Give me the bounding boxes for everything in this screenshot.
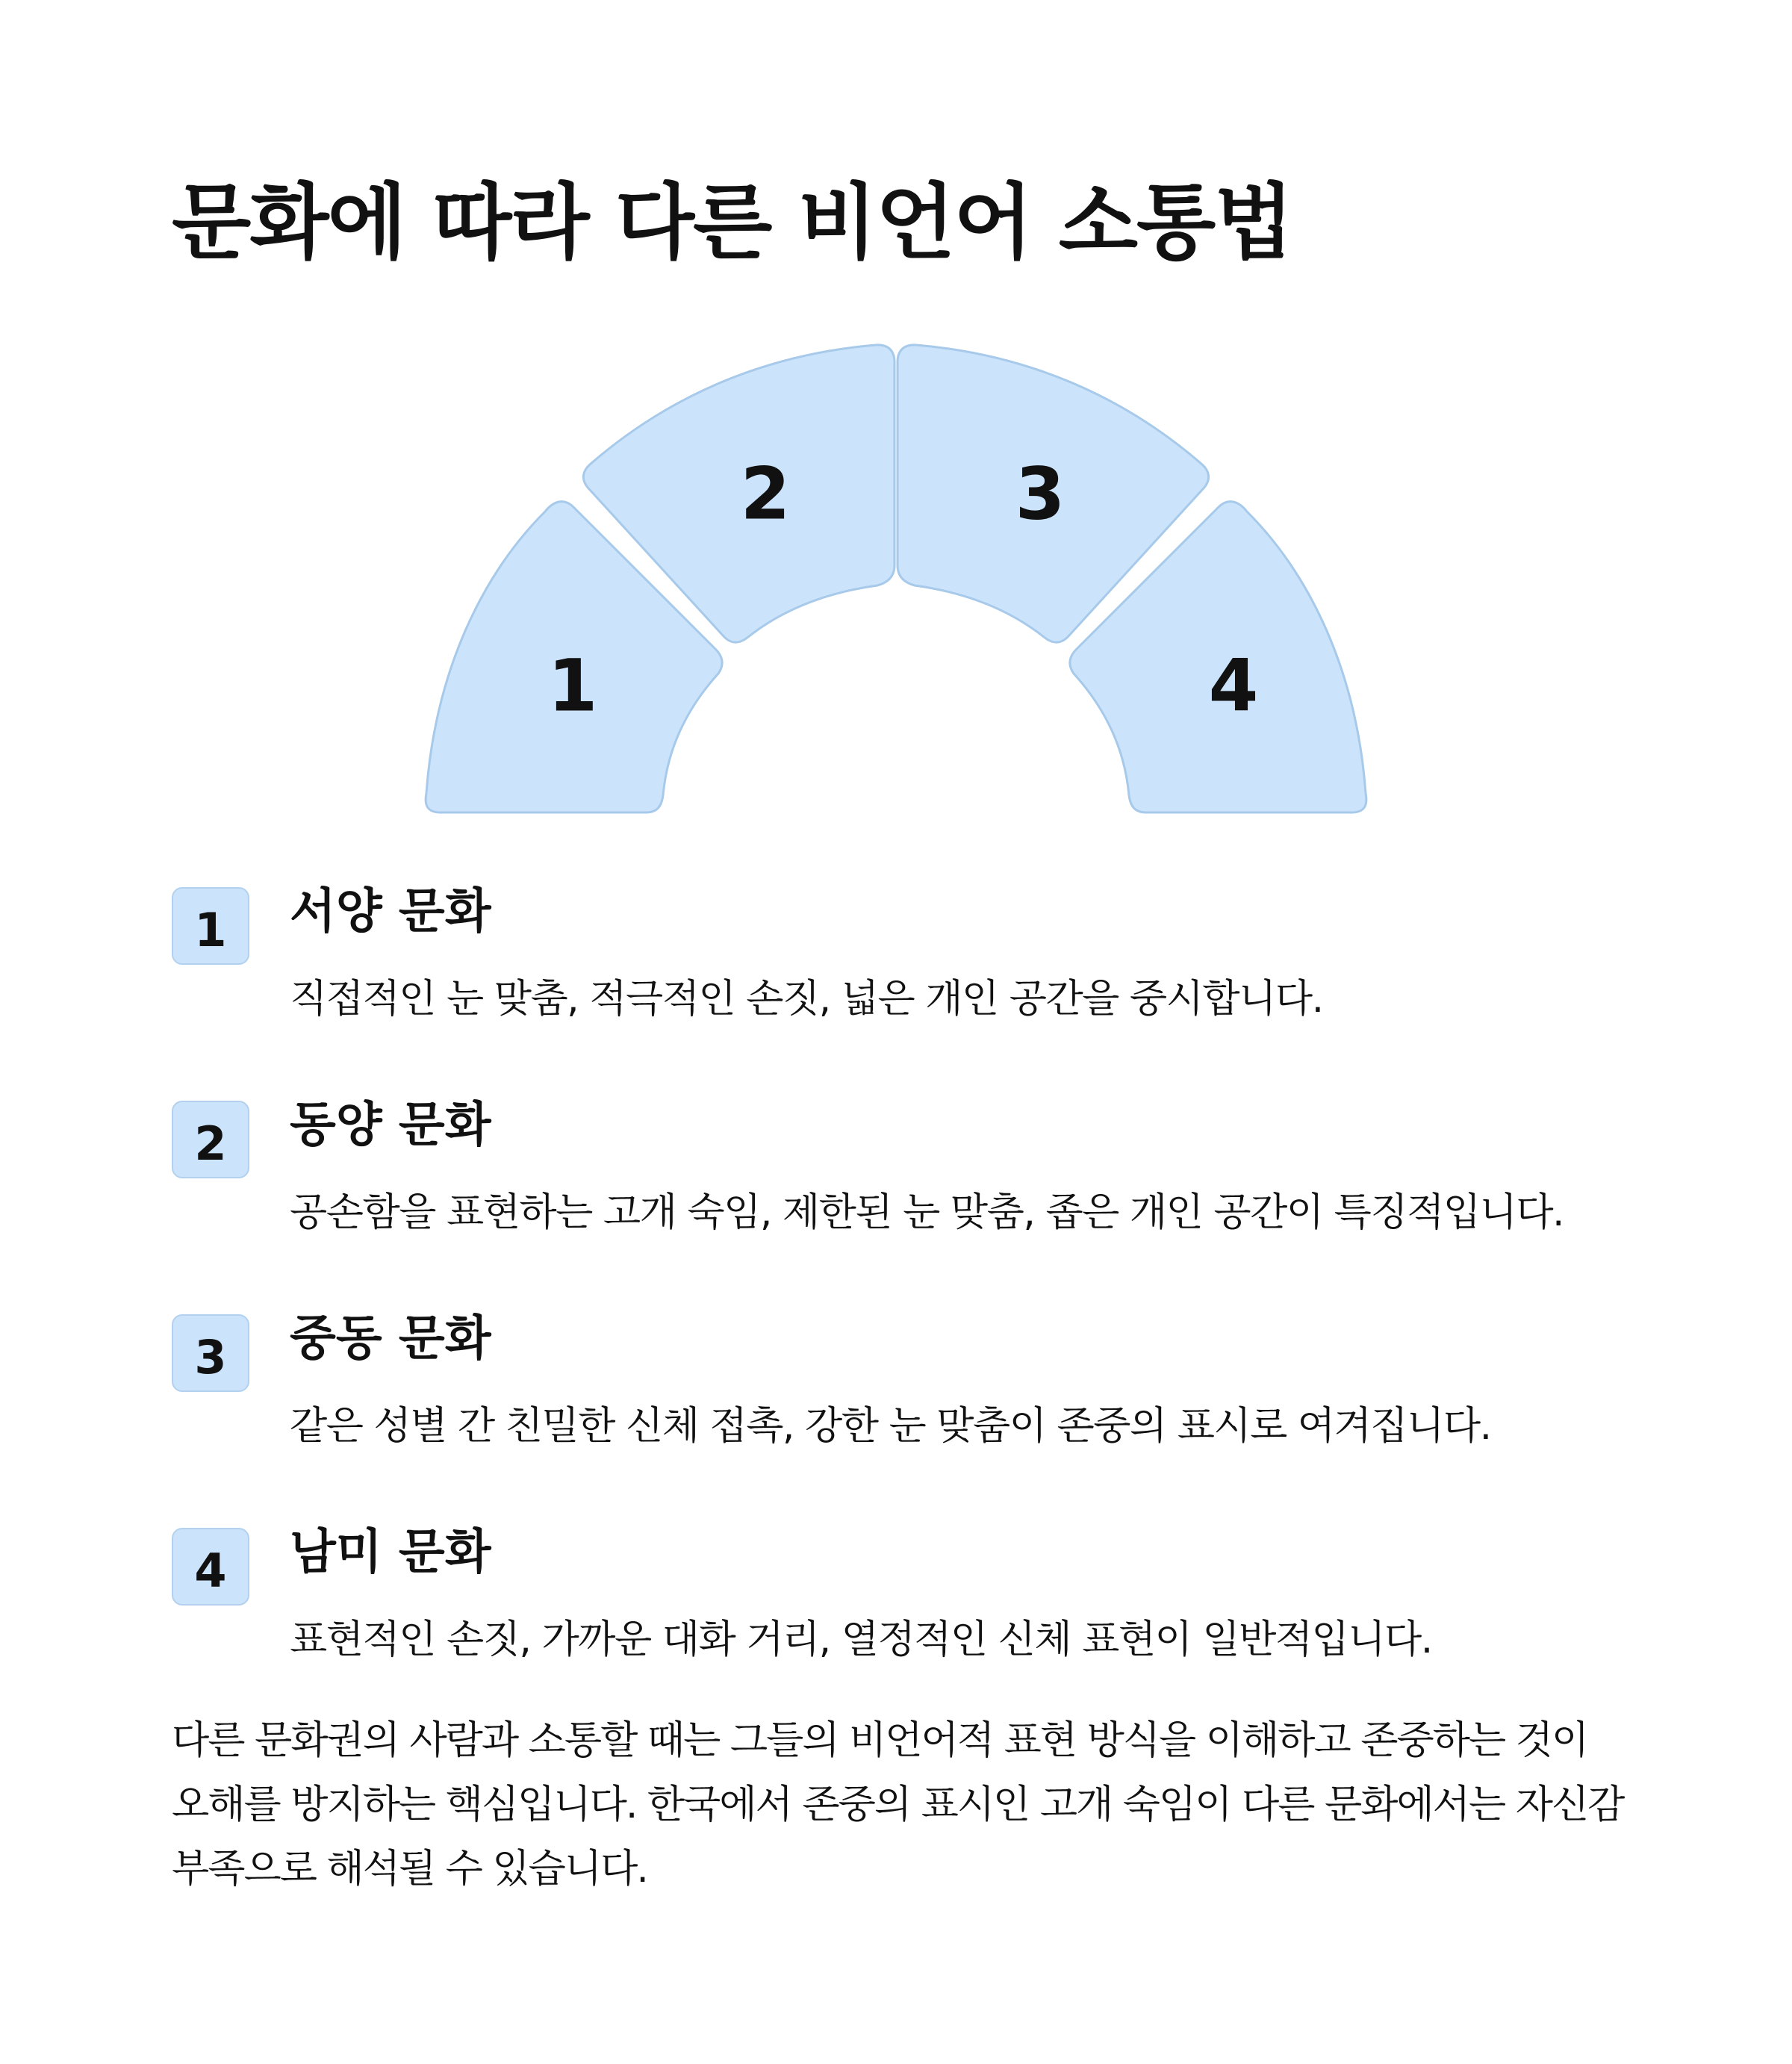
item-title: 남미 문화 [290, 1525, 491, 1580]
item-number-badge: 2 [172, 1101, 249, 1178]
item-description: 직접적인 눈 맞춤, 적극적인 손짓, 넓은 개인 공간을 중시합니다. [290, 977, 1323, 1022]
page-title: 문화에 따라 다른 비언어 소통법 [172, 175, 1292, 270]
item-description: 같은 성별 간 친밀한 신체 접촉, 강한 눈 맞춤이 존중의 표시로 여겨집니다. [290, 1404, 1491, 1449]
item-title: 서양 문화 [290, 884, 491, 939]
item-number-badge: 3 [172, 1314, 249, 1392]
segment-3-number: 3 [1015, 452, 1065, 536]
item-description: 표현적인 손짓, 가까운 대화 거리, 열정적인 신체 표현이 일반적입니다. [290, 1617, 1432, 1662]
segment-1-number: 1 [547, 644, 598, 728]
item-number-badge: 4 [172, 1528, 249, 1605]
segment-2-number: 2 [740, 452, 791, 536]
segment-4-number: 4 [1208, 644, 1259, 728]
item-title: 동양 문화 [290, 1098, 491, 1153]
item-description: 공손함을 표현하는 고개 숙임, 제한된 눈 맞춤, 좁은 개인 공간이 특징적입니다. [290, 1190, 1564, 1235]
summary-paragraph: 다른 문화권의 사람과 소통할 때는 그들의 비언어적 표현 방식을 이해하고 존중하는 것이 오해를 방지하는 핵심입니다. 한국에서 존중의 표시인 고개 숙임이 다른 문화에서는 자신감 부족으로 해석될 수 있습니다. [172, 1718, 1624, 1892]
item-number-badge: 1 [172, 887, 249, 965]
fan-diagram [0, 0, 1792, 836]
item-title: 중동 문화 [290, 1311, 491, 1367]
